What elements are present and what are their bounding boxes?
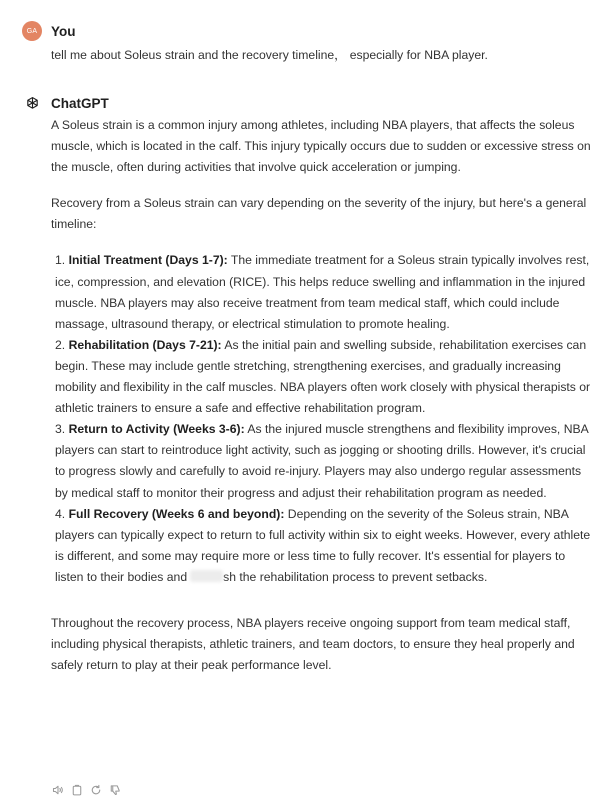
timeline-intro-paragraph: Recovery from a Soleus strain can vary depending on the severity of the injury, but here's a general timeline:: [51, 196, 587, 232]
list-item: [55, 335, 592, 419]
step-title: Initial Treatment (Days 1-7):: [68, 253, 228, 268]
blurred-text-patch: [190, 570, 223, 582]
step-text: The immediate treatment for a Soleus strain typically involves rest, ice, compression, and elevation (RICE). This helps reduce swelling and inflammation in the injured muscle. NBA players may also receive treatment from team medical staff, which could include massage, ultrasound therapy, or electrical stimulation to promote healing.: [55, 253, 590, 331]
step-text: As the injured muscle strengthens and flexibility improves, NBA players can start to reintroduce light activity, such as jogging or shooting drills. However, it's crucial to progress slowly and carefully to avoid re-injury. Players may also undergo regular assessments by medical staff to monitor their progress and adjust their rehabilitation program as needed.: [55, 422, 589, 500]
assistant-message-header: [22, 92, 592, 114]
step-number: 2.: [55, 337, 66, 352]
step-title: Rehabilitation (Days 7-21):: [68, 337, 222, 352]
user-message: [22, 20, 592, 66]
intro-paragraph: A Soleus strain is a common injury among athletes, including NBA players, that affects the soleus muscle, which is located in the calf. This injury typically occurs due to sudden or excessive stress on the muscle, often during activities that involve quick acceleration or jumping.: [51, 118, 591, 175]
chatgpt-logo-icon: [22, 93, 42, 113]
message-actions: [51, 783, 121, 796]
assistant-message-body: [51, 115, 592, 676]
step-number: 4.: [55, 506, 66, 521]
assistant-author-name: ChatGPT: [51, 95, 109, 111]
user-message-text: tell me about Soleus strain and the recovery timeline， especially for NBA player.: [51, 48, 488, 62]
step-text-continued: sh the rehabilitation process to prevent setbacks.: [223, 569, 488, 584]
regenerate-icon[interactable]: [89, 783, 102, 796]
step-title: Full Recovery (Weeks 6 and beyond):: [68, 506, 285, 521]
step-number: 1.: [55, 253, 66, 268]
step-text: As the initial pain and swelling subside, rehabilitation exercises can begin. These may include gentle stretching, strengthening exercises, and gradually increasing mobility and flexibility in the calf muscles. NBA players often work closely with physical therapists or athletic trainers to ensure a safe and effective rehabilitation program.: [55, 337, 591, 416]
avatar: GA: [22, 21, 42, 41]
copy-icon[interactable]: [70, 783, 83, 796]
step-text: Depending on the severity of the Soleus strain, NBA players can typically expect to return to full activity within six to eight weeks. However, every athlete is different, and some may require more or less time to fully recover. It's essential for players to listen to their bodies and: [55, 506, 591, 584]
user-message-header: [22, 20, 592, 42]
list-item: [55, 504, 592, 588]
thumbs-down-icon[interactable]: [108, 783, 121, 796]
user-author-name: You: [51, 23, 76, 39]
recovery-timeline-list: [55, 250, 592, 588]
speaker-icon[interactable]: [51, 783, 64, 796]
closing-paragraph: Throughout the recovery process, NBA players receive ongoing support from team medical staff, including physical therapists, athletic trainers, and team doctors, to ensure they heal properly and safely return to play at their peak performance level.: [51, 615, 575, 673]
assistant-message: [22, 92, 592, 691]
list-item: [55, 419, 592, 503]
list-item: [55, 250, 592, 334]
step-number: 3.: [55, 422, 66, 437]
step-title: Return to Activity (Weeks 3-6):: [68, 422, 245, 437]
